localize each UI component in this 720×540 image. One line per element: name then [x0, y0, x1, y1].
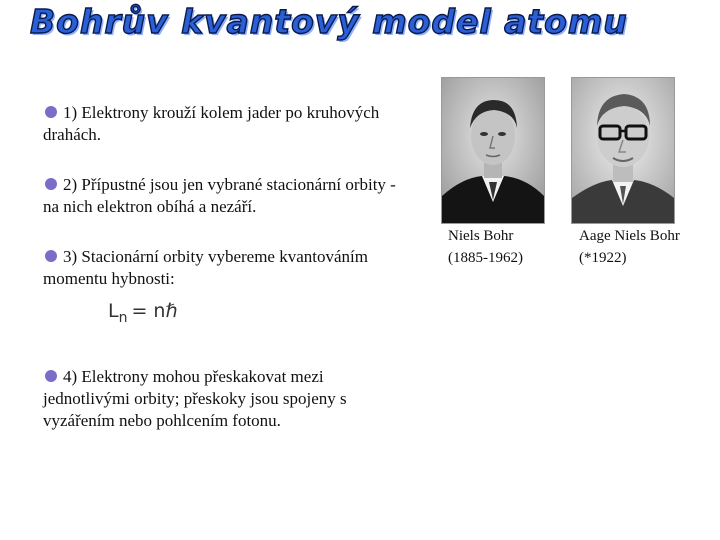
bullet-4-text: 4) Elektrony mohou přeskakovat mezi jednotlivými orbity; přeskoky jsou spojeny s vyzářením nebo pohlcením fotonu. — [43, 367, 347, 430]
bullet-dot-icon — [45, 106, 57, 118]
bullet-2-text: 2) Přípustné jsou jen vybrané stacionární orbity - na nich elektron obíhá a nezáří. — [43, 175, 396, 216]
formula-rhs: = nℏ — [131, 300, 178, 322]
bullet-4 — [43, 366, 413, 432]
bullet-dot-icon — [45, 250, 57, 262]
aage-bohr-caption — [579, 225, 680, 269]
portrait-icon — [572, 78, 674, 223]
niels-bohr-years: (1885-1962) — [448, 250, 523, 266]
niels-bohr-photo — [441, 77, 545, 224]
bullet-dot-icon — [45, 178, 57, 190]
niels-bohr-caption — [448, 225, 523, 269]
aage-bohr-name: Aage Niels Bohr — [579, 228, 680, 244]
bullet-3-text: 3) Stacionární orbity vybereme kvantováním momentu hybnosti: — [43, 247, 368, 288]
aage-bohr-photo — [571, 77, 675, 224]
formula-lhs: L — [108, 300, 119, 322]
bullet-3 — [43, 246, 413, 290]
niels-bohr-name: Niels Bohr — [448, 228, 514, 244]
formula — [108, 300, 178, 326]
aage-bohr-years: (*1922) — [579, 250, 627, 266]
bullet-1 — [43, 102, 413, 146]
formula-subscript: n — [118, 310, 128, 326]
bullet-2 — [43, 174, 413, 218]
page-title: Bohrův kvantový model atomu — [30, 2, 628, 41]
bullet-1-text: 1) Elektrony krouží kolem jader po kruhových drahách. — [43, 103, 380, 144]
portrait-icon — [442, 78, 544, 223]
bullet-dot-icon — [45, 370, 57, 382]
